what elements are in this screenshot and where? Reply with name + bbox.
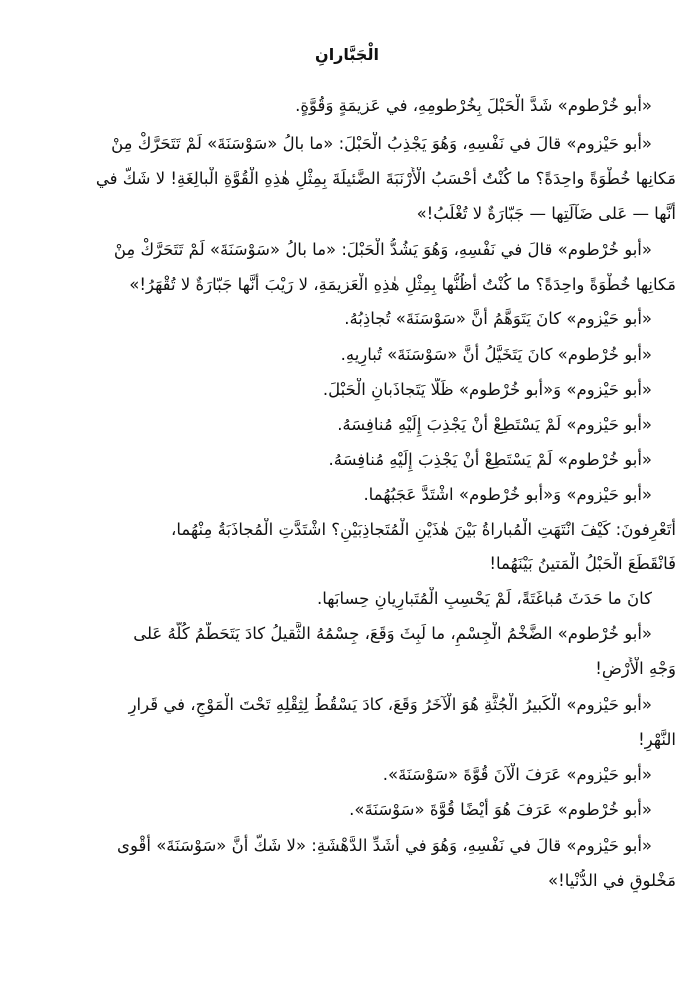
paragraph-line: «أَبو خُرْطوم» شَدَّ الْحَبْلَ بِخُرْطومِهِ، في عَزيمَةٍ وَقُوَّةٍ. (295, 96, 652, 115)
paragraph-line: فَانْقَطَعَ الْحَبْلُ الْمَتينُ بَيْنَهُما! (489, 554, 676, 573)
paragraph-line: «أَبو حَيْزوم» لَمْ يَسْتَطِعْ أَنْ يَجْذِبَ إِلَيْهِ مُنافِسَهُ. (337, 415, 652, 434)
paragraph-line: «أَبو خُرْطوم» قالَ في نَفْسِهِ، وَهُوَ يَشُدُّ الْحَبْلَ: «ما بالُ «سَوْسَنَةَ» لَمْ تَتَحَرَّكْ مِنْ (113, 240, 652, 259)
paragraph-line: «أَبو حَيْزوم» قالَ في نَفْسِهِ، وَهُوَ يَجْذِبُ الْحَبْلَ: «ما بالُ «سَوْسَنَةَ» لَمْ تَتَحَرَّكْ مِنْ (111, 134, 652, 153)
paragraph-line: أَتَعْرِفونَ: كَيْفَ انْتَهَتِ الْمُباراةُ بَيْنَ هٰذَيْنِ الْمُتَجاذِبَيْنِ؟ اشْتَدَّتِ الْمُجاذَبَةُ مِنْهُما، (171, 520, 676, 539)
paragraph-line: مَخْلوقٍ في الدُّنْيا!» (548, 871, 676, 890)
paragraph-line: «أَبو حَيْزوم» قالَ في نَفْسِهِ، وَهُوَ في أَشَدِّ الدَّهْشَةِ: «لا شَكَّ أَنَّ «سَوْسَنَةَ» أَقْوى (117, 836, 652, 855)
paragraph-line: أَنَّها — عَلى ضَآلَتِها — جَبّارَةٌ لا تُغْلَبُ!» (416, 204, 676, 223)
paragraph-line: مَكانِها خُطْوَةً واحِدَةً؟ ما كُنْتُ أَظُنُّها بِمِثْلِ هٰذِهِ الْعَزيمَةِ، لا رَيْبَ أَنَّها جَبّارَةٌ لا تُقْهَرُ!» (129, 275, 676, 294)
paragraph-line: «أَبو حَيْزوم» الْكَبيرُ الْجُثَّةِ هُوَ الْآخَرُ وَقَعَ، كادَ يَسْقُطُ لِثِقْلِهِ تَحْتَ الْمَوْجِ، في قَرارِ (128, 695, 652, 714)
paragraph-line: «أَبو حَيْزوم» عَرَفَ الْآنَ قُوَّةَ «سَوْسَنَةَ». (382, 765, 652, 784)
paragraph-line: «أَبو خُرْطوم» عَرَفَ هُوَ أَيْضًا قُوَّةَ «سَوْسَنَةَ». (349, 800, 652, 819)
page-title: الْجَبَّارانِ (315, 45, 379, 64)
paragraph-line: «أَبو خُرْطوم» لَمْ يَسْتَطِعْ أَنْ يَجْذِبَ إِلَيْهِ مُنافِسَهُ. (328, 450, 652, 469)
paragraph-line: كانَ ما حَدَثَ مُباغَتَةً، لَمْ يَحْسِبِ الْمُتَبارِيانِ حِسابَها. (316, 589, 652, 608)
paragraph-line: «أَبو حَيْزوم» كانَ يَتَوَهَّمُ أَنَّ «سَوْسَنَةَ» تُجاذِبُهُ. (344, 309, 652, 328)
paragraph-line: «أَبو خُرْطوم» الضَّخْمُ الْجِسْمِ، ما لَبِثَ وَقَعَ، جِسْمُهُ الثَّقيلُ كادَ يَتَحَطَّمُ كُلُّهُ عَلى (133, 624, 652, 643)
paragraph-line: «أَبو حَيْزوم» وَ«أَبو خُرْطوم» ظَلّا يَتَجاذَبانِ الْحَبْلَ. (322, 380, 652, 399)
paragraph-line: مَكانِها خُطْوَةً واحِدَةً؟ ما كُنْتُ أَحْسَبُ الْأَرْنَبَةَ الضَّئيلَةَ بِمِثْلِ هٰذِهِ الْقُوَّةِ الْبالِغَةِ! لا شَكَّ في (95, 169, 676, 188)
paragraph-line: «أَبو خُرْطوم» كانَ يَتَخَيَّلُ أَنَّ «سَوْسَنَةَ» تُبارِيهِ. (340, 345, 652, 364)
paragraph-line: النَّهْرِ! (638, 730, 676, 749)
paragraph-line: وَجْهِ الْأَرْضِ! (595, 659, 676, 678)
paragraph-line: «أَبو حَيْزوم» وَ«أَبو خُرْطوم» اشْتَدَّ عَجَبُهُما. (363, 485, 652, 504)
